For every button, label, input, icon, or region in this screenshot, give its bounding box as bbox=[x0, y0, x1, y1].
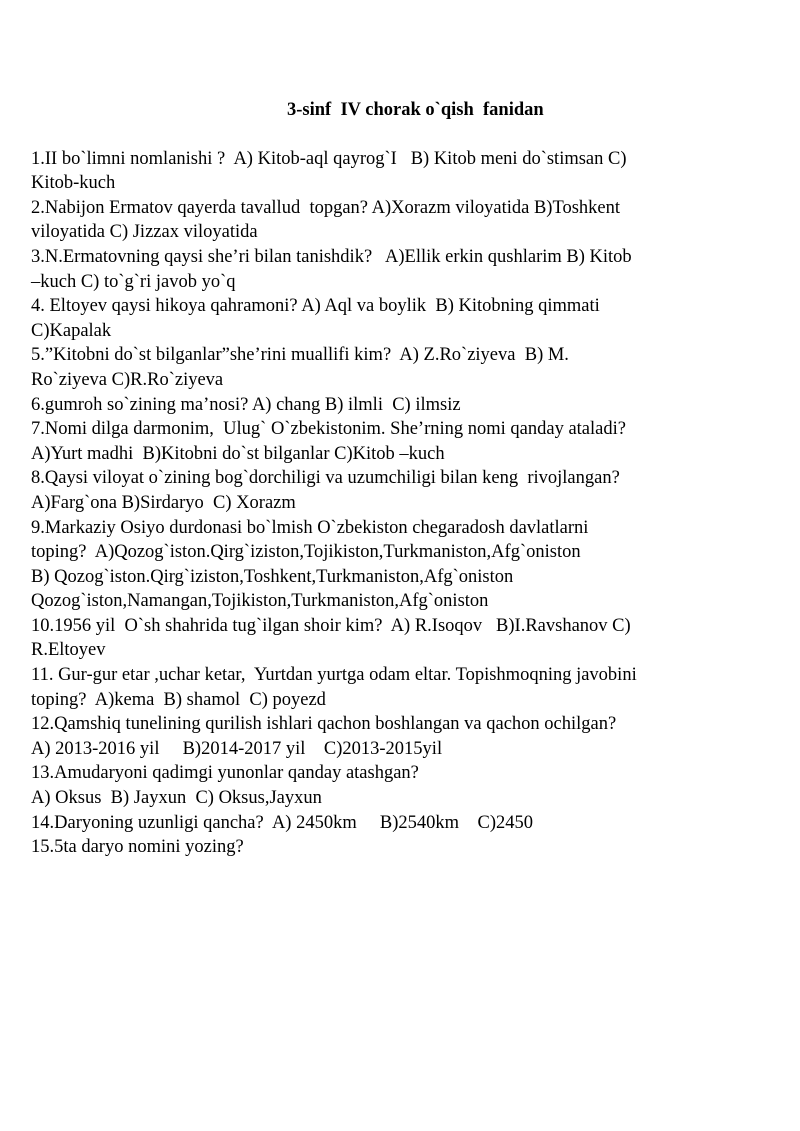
document-page bbox=[31, 98, 771, 860]
question-line: 1.II bo`limni nomlanishi ? A) Kitob-aql qayrog`I B) Kitob meni do`stimsan C) bbox=[31, 148, 627, 169]
question-line: 9.Markaziy Osiyo durdonasi bo`lmish O`zbekiston chegaradosh davlatlarni bbox=[31, 517, 589, 538]
question-line: Kitob-kuch bbox=[31, 173, 116, 194]
question-line: 10.1956 yil O`sh shahrida tug`ilgan shoir kim? A) R.Isoqov B)I.Ravshanov C) bbox=[31, 615, 631, 636]
question-line: B) Qozog`iston.Qirg`iziston,Toshkent,Turkmaniston,Afg`oniston bbox=[31, 566, 514, 587]
question-line: 13.Amudaryoni qadimgi yunonlar qanday atashgan? bbox=[31, 763, 419, 784]
question-line: C)Kapalak bbox=[31, 320, 112, 341]
question-line: Qozog`iston,Namangan,Tojikiston,Turkmaniston,Afg`oniston bbox=[31, 591, 489, 612]
question-line: 2.Nabijon Ermatov qayerda tavallud topgan? A)Xorazm viloyatida B)Toshkent bbox=[31, 197, 621, 218]
question-line: A)Yurt madhi B)Kitobni do`st bilganlar C)Kitob –kuch bbox=[31, 443, 445, 464]
question-line: A) Oksus B) Jayxun C) Oksus,Jayxun bbox=[31, 788, 322, 809]
question-line: toping? A)Qozog`iston.Qirg`iziston,Tojikiston,Turkmaniston,Afg`oniston bbox=[31, 542, 581, 563]
question-line: 7.Nomi dilga darmonim, Ulug` O`zbekistonim. She’rning nomi qanday ataladi? bbox=[31, 419, 626, 440]
page-title: 3-sinf IV chorak o`qish fanidan bbox=[287, 100, 544, 120]
question-line: 6.gumroh so`zining ma’nosi? A) chang B) ilmli C) ilmsiz bbox=[31, 394, 461, 415]
question-line: –kuch C) to`g`ri javob yo`q bbox=[31, 271, 236, 292]
question-line: toping? A)kema B) shamol C) poyezd bbox=[31, 689, 326, 710]
question-line: A) 2013-2016 yil B)2014-2017 yil C)2013-2015yil bbox=[31, 738, 443, 759]
question-line: 15.5ta daryo nomini yozing? bbox=[31, 837, 244, 858]
question-line: 4. Eltoyev qaysi hikoya qahramoni? A) Aql va boylik B) Kitobning qimmati bbox=[31, 296, 600, 317]
question-line: 3.N.Ermatovning qaysi she’ri bilan tanishdik? A)Ellik erkin qushlarim B) Kitob bbox=[31, 246, 632, 267]
question-list bbox=[31, 147, 771, 860]
question-line: 14.Daryoning uzunligi qancha? A) 2450km B)2540km C)2450 bbox=[31, 812, 534, 833]
question-line: viloyatida C) Jizzax viloyatida bbox=[31, 222, 258, 243]
question-line: A)Farg`ona B)Sirdaryo C) Xorazm bbox=[31, 492, 296, 513]
question-line: 11. Gur-gur etar ,uchar ketar, Yurtdan yurtga odam eltar. Topishmoqning javobini bbox=[31, 665, 637, 686]
question-line: 12.Qamshiq tunelining qurilish ishlari qachon boshlangan va qachon ochilgan? bbox=[31, 714, 617, 735]
question-line: 8.Qaysi viloyat o`zining bog`dorchiligi va uzumchiligi bilan keng rivojlangan? bbox=[31, 468, 620, 489]
question-line: Ro`ziyeva C)R.Ro`ziyeva bbox=[31, 369, 224, 390]
question-line: R.Eltoyev bbox=[31, 640, 106, 661]
question-line: 5.”Kitobni do`st bilganlar”she’rini muallifi kim? A) Z.Ro`ziyeva B) M. bbox=[31, 345, 569, 366]
